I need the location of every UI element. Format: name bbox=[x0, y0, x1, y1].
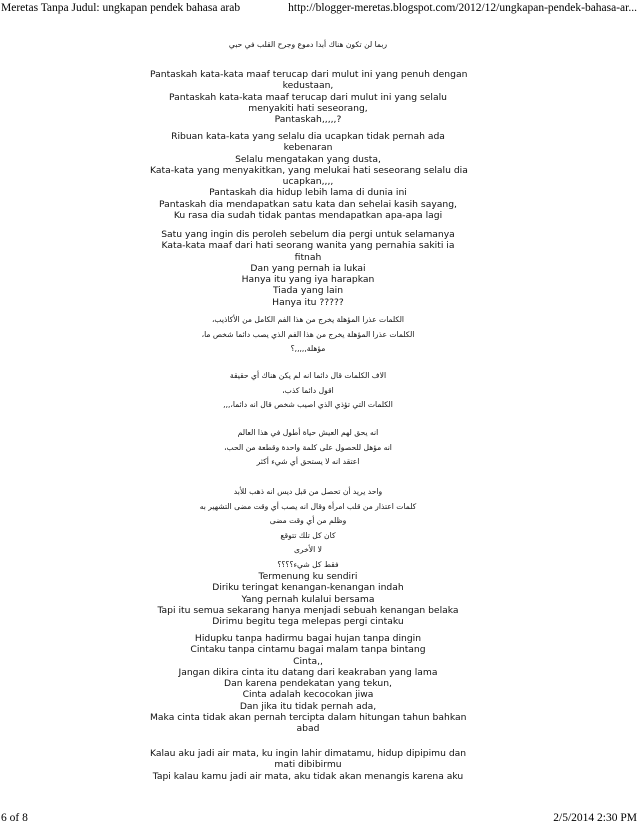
text-line: Kata-kata maaf dari hati seorang wanita yang pernahia sakiti ia bbox=[161, 240, 455, 252]
paragraph-6 bbox=[150, 748, 466, 782]
text-line: انه مؤهل للحصول على كلمة واحدة وقطعة من الحب، bbox=[224, 442, 392, 452]
text-line: Hanya itu ????? bbox=[272, 296, 344, 308]
text-line: وظلم من أي وقت مضى bbox=[269, 516, 347, 525]
text-line: انه يحق لهم العيش حياة أطول في هذا العالم bbox=[237, 428, 379, 437]
text-line: فقط كل شيء؟؟؟؟ bbox=[277, 559, 339, 569]
text-line: كان كل تلك تتوقع bbox=[280, 530, 336, 540]
print-timestamp: 2/5/2014 2:30 PM bbox=[553, 812, 637, 824]
text-line: Tapi itu semua sekarang hanya menjadi sebuah kenangan belaka bbox=[157, 604, 459, 616]
page-footer bbox=[0, 811, 638, 825]
text-line: Hidupku tanpa hadirmu bagai hujan tanpa dingin bbox=[194, 633, 422, 644]
page-header bbox=[0, 1, 638, 15]
text-line: ربما لن تكون هناك أبدا دموع وجرح القلب في حبي bbox=[228, 40, 388, 49]
text-line: واحد يريد أن تحصل من قبل ديس انه ذهب للأبد bbox=[233, 487, 383, 496]
text-line: Jangan dikira cinta itu datang dari keakraban yang lama bbox=[178, 666, 438, 678]
text-line: kedustaan, bbox=[282, 80, 334, 92]
text-line: Tiada yang lain bbox=[272, 285, 344, 297]
text-line: Termenung ku sendiri bbox=[258, 571, 358, 582]
text-line: abad bbox=[296, 723, 320, 735]
text-line: Pantaskah dia hidup lebih lama di dunia ini bbox=[209, 187, 407, 199]
arabic-paragraph-1 bbox=[160, 313, 456, 357]
arabic-paragraph-2 bbox=[160, 369, 456, 413]
text-line: Pantaskah kata-kata maaf terucap dari mulut ini yang selalu bbox=[169, 91, 447, 103]
text-line: Tapi kalau kamu jadi air mata, aku tidak akan menangis karena aku bbox=[152, 770, 464, 782]
text-line: كلمات اعتذار من قلب امرأة وقال انه يصب أي وقت مضى التشهير به bbox=[199, 501, 417, 511]
text-line: Yang pernah kulalui bersama bbox=[241, 593, 375, 605]
paragraph-4 bbox=[150, 571, 466, 627]
text-line: Dan karena pendekatan yang tekun, bbox=[224, 678, 392, 690]
text-line: Pantaskah dia mendapatkan satu kata dan sehelai kasih sayang, bbox=[159, 198, 457, 210]
text-line: Cinta,, bbox=[293, 655, 323, 667]
text-line: الاف الكلمات قال دائما انه لم يكن هناك أي حقيقة bbox=[229, 371, 387, 380]
text-line: Dan yang pernah ia lukai bbox=[250, 262, 366, 274]
header-url[interactable]: http://blogger-meretas.blogspot.com/2012/12/ungkapan-pendek-bahasa-ar... bbox=[288, 2, 637, 14]
text-line: Satu yang ingin dis peroleh sebelum dia pergi untuk selamanya bbox=[161, 229, 455, 240]
text-line: Pantaskah,,,,,? bbox=[274, 114, 342, 126]
text-line: الكلمات عذرا المؤهلة يخرج من هذا الفم الكامل من الأكاذيب، bbox=[211, 315, 405, 324]
text-line: mati dibibirmu bbox=[274, 759, 342, 771]
text-line: الكلمات التي تؤذي الذي اصيب شخص قال انه دائما،,,, bbox=[223, 400, 393, 409]
text-line: Kata-kata yang menyakitkan, yang melukai hati seseorang selalu dia bbox=[150, 164, 468, 176]
text-line: الكلمات عذرا المؤهلة يخرج من هذا الفم الذي يصب دائما شخص ما، bbox=[201, 329, 415, 339]
text-line: مؤهلة,,,,,؟ bbox=[290, 344, 326, 353]
paragraph-1 bbox=[150, 69, 466, 125]
paragraph-5 bbox=[150, 633, 466, 735]
text-line: Ribuan kata-kata yang selalu dia ucapkan tidak pernah ada bbox=[171, 131, 445, 142]
text-line: kebenaran bbox=[283, 142, 333, 154]
text-line: fitnah bbox=[294, 251, 322, 263]
text-line: Dan jika itu tidak pernah ada, bbox=[239, 700, 377, 712]
text-line: Ku rasa dia sudah tidak pantas mendapatkan apa-apa lagi bbox=[173, 210, 443, 222]
text-line: Selalu mengatakan yang dusta, bbox=[235, 153, 381, 165]
arabic-intro bbox=[160, 38, 456, 53]
arabic-paragraph-4 bbox=[160, 485, 456, 572]
text-line: اعتقد انه لا يستحق أي شيء أكثر bbox=[256, 457, 360, 466]
text-line: لا الأخرى bbox=[293, 545, 322, 554]
text-line: Hanya itu yang iya harapkan bbox=[241, 274, 375, 286]
page-number: 6 of 8 bbox=[1, 812, 28, 824]
text-line: menyakiti hati seseorang, bbox=[248, 102, 368, 114]
text-line: Cinta adalah kecocokan jiwa bbox=[242, 689, 374, 701]
header-title: Meretas Tanpa Judul: ungkapan pendek bahasa arab bbox=[1, 2, 241, 14]
text-line: Pantaskah kata-kata maaf terucap dari mulut ini yang penuh dengan bbox=[150, 69, 468, 80]
text-line: Dirimu begitu tega melepas pergi cintaku bbox=[212, 616, 404, 628]
text-line: Maka cinta tidak akan pernah tercipta dalam hitungan tahun bahkan bbox=[150, 712, 467, 724]
text-line: اقول دائما كذب، bbox=[282, 385, 334, 395]
paragraph-2 bbox=[150, 131, 466, 221]
text-line: Diriku teringat kenangan-kenangan indah bbox=[212, 582, 404, 594]
paragraph-3 bbox=[150, 229, 466, 308]
text-line: Cintaku tanpa cintamu bagai malam tanpa bintang bbox=[190, 644, 426, 656]
arabic-paragraph-3 bbox=[160, 426, 456, 470]
text-line: ucapkan,,,, bbox=[282, 176, 334, 188]
text-line: Kalau aku jadi air mata, ku ingin lahir dimatamu, hidup dipipimu dan bbox=[150, 748, 467, 759]
